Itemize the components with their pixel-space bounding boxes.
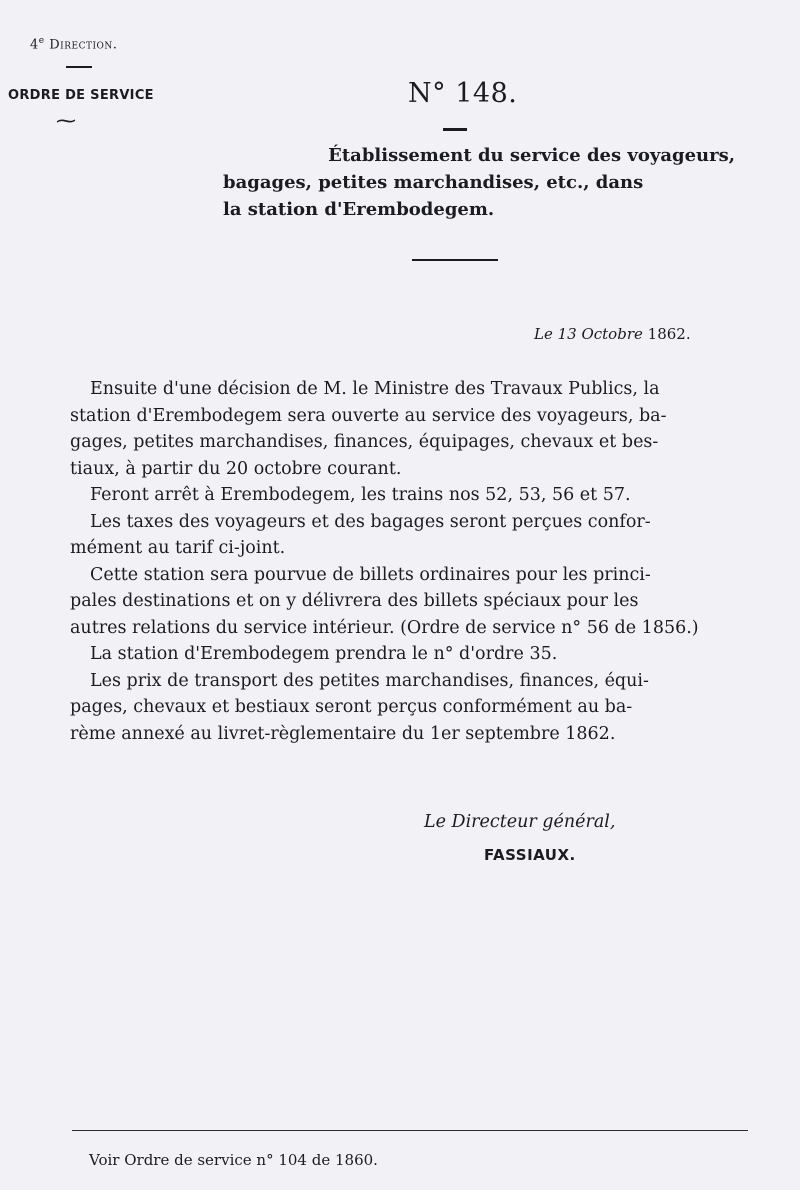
signature-title: Le Directeur général, [424,812,616,832]
body-line: gages, petites marchandises, finances, équipages, chevaux et bes- [70,432,659,452]
body-line: La station d'Erembodegem prendra le n° d'ordre 35. [90,644,558,664]
date-year: 1862. [647,325,691,343]
direction-word: Direction. [49,37,118,53]
document-heading [205,142,735,223]
direction-suffix: e [38,36,45,46]
direction-label [30,36,117,52]
footnote-rule [72,1130,748,1131]
order-number: N° 148. [408,78,518,109]
tilde-ornament: ⁓ [56,108,76,132]
heading-line-1: Établissement du service des voyageurs, [328,145,735,166]
body-line: Feront arrêt à Erembodegem, les trains nos 52, 53, 56 et 57. [90,485,631,505]
direction-dash [66,66,92,68]
heading-line-2: bagages, petites marchandises, etc., dans [223,172,644,193]
body-line: tiaux, à partir du 20 octobre courant. [70,458,402,479]
body-text [70,376,740,747]
body-line: Les taxes des voyageurs et des bagages seront perçues confor- [90,511,651,532]
footnote: Voir Ordre de service n° 104 de 1860. [89,1151,378,1169]
signature-name: FASSIAUX. [484,846,576,864]
body-line: mément au tarif ci-joint. [70,538,286,558]
body-line: autres relations du service intérieur. (Ordre de service n° 56 de 1856.) [70,617,699,638]
body-line: Cette station sera pourvue de billets ordinaires pour les princi- [90,564,651,585]
body-line: Ensuite d'une décision de M. le Ministre des Travaux Publics, la [90,379,660,399]
direction-number: 4 [30,37,39,53]
heading-separator [412,259,498,261]
body-line: pages, chevaux et bestiaux seront perçus conformément au ba- [70,697,633,717]
date-prefix: Le 13 Octobre [534,325,643,343]
body-line: Les prix de transport des petites marchandises, finances, équi- [90,670,649,691]
body-line: pales destinations et on y délivrera des billets spéciaux pour les [70,591,639,611]
body-line: station d'Erembodegem sera ouverte au service des voyageurs, ba- [70,405,667,426]
body-line: rème annexé au livret-règlementaire du 1er septembre 1862. [70,723,616,744]
heading-line-3: la station d'Erembodegem. [223,199,495,220]
ordre-de-service-label: ORDRE DE SERVICE [8,88,154,103]
order-number-dash [443,128,467,131]
document-date [534,325,691,343]
